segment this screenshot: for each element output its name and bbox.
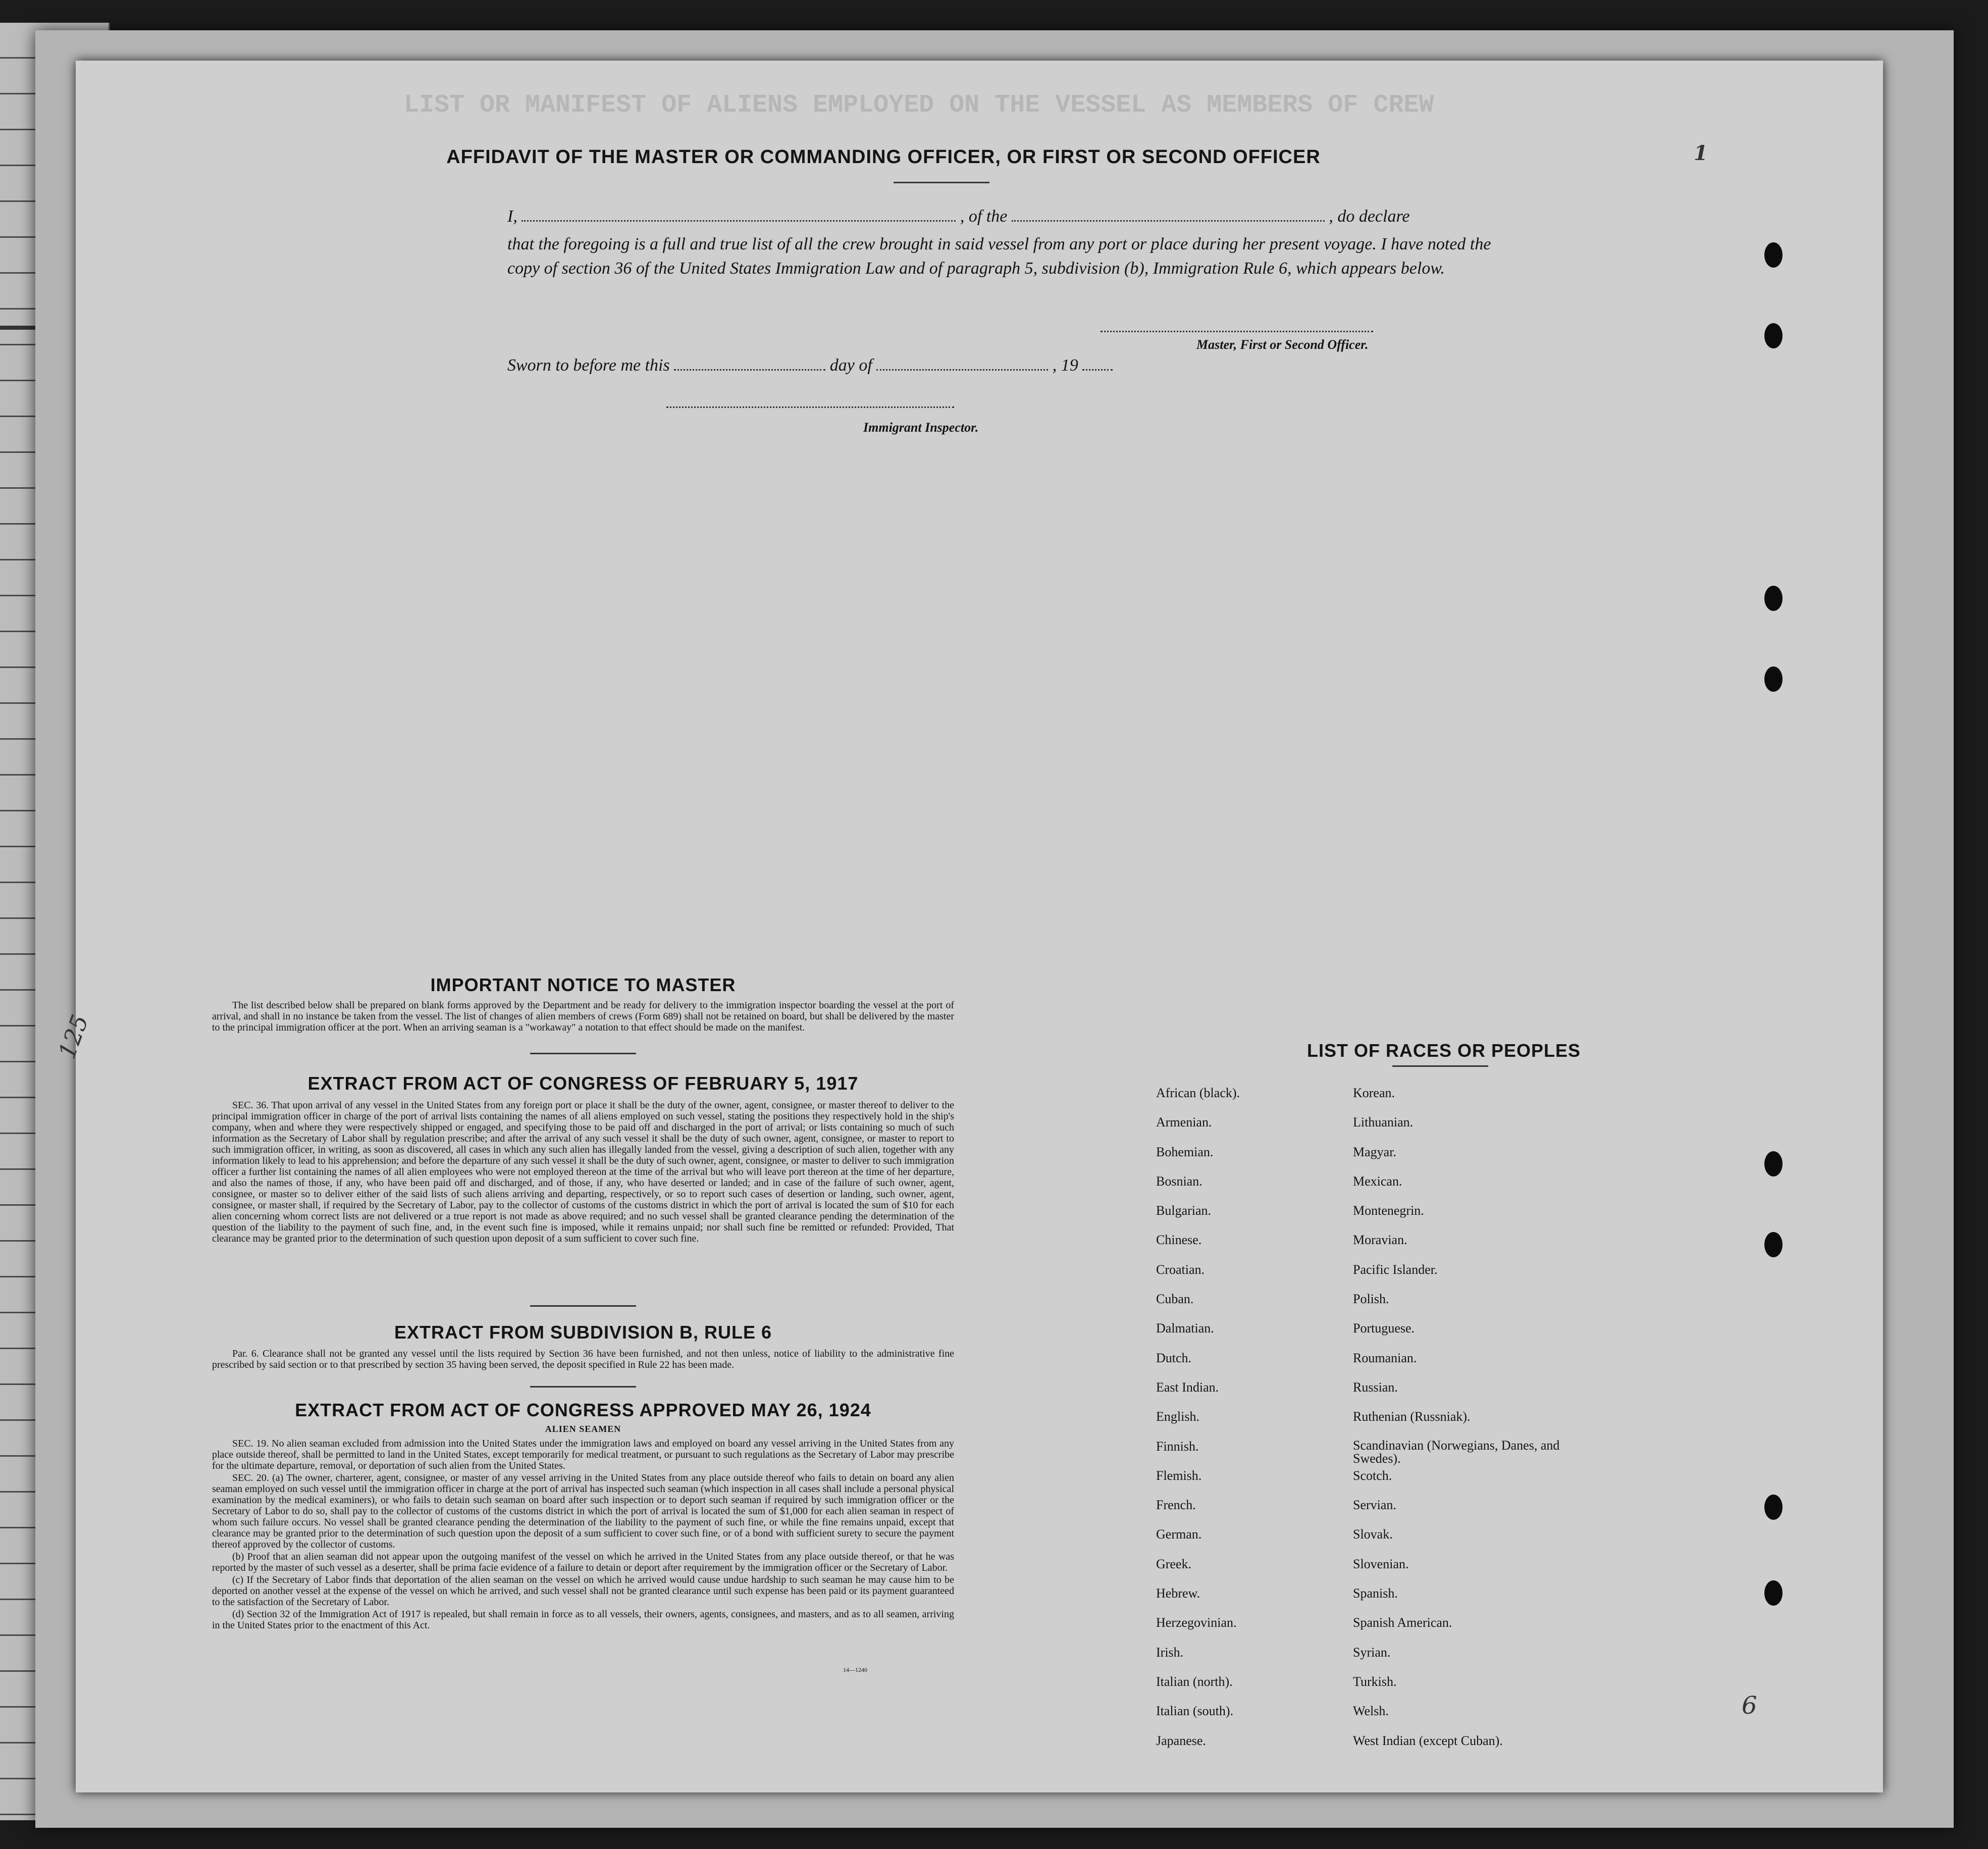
race-item: [1353, 1409, 1565, 1439]
day-blank: [674, 369, 825, 371]
race-item: [1156, 1115, 1240, 1144]
race-item: [1353, 1439, 1565, 1468]
race-label: Ruthenian (Russniak).: [1353, 1409, 1471, 1424]
race-label: Hebrew.: [1156, 1586, 1200, 1601]
race-label: Syrian.: [1353, 1645, 1391, 1660]
extract-rule6-text: [212, 1348, 954, 1371]
binder-hole: [1764, 323, 1783, 348]
inspector-signature-blank: [666, 406, 954, 408]
race-item: [1156, 1674, 1240, 1704]
race-item: [1353, 1262, 1565, 1292]
race-label: Bohemian.: [1156, 1144, 1214, 1159]
race-label: Portuguese.: [1353, 1321, 1415, 1336]
races-left-column: [1156, 1086, 1240, 1763]
race-item: [1156, 1704, 1240, 1733]
section-rule: [530, 1305, 636, 1307]
extract-1924-paragraph: (b) Proof that an alien seaman did not appear upon the outgoing manifest of the vessel on which he arrived in the United States from any place outside thereof, or that he was reported by the master of such vessel as a deserter, shall be prima facie evidence of a failure to detain or deport after requirement by the immigration officer or the Secretary of Labor.: [212, 1551, 954, 1573]
race-label: Mexican.: [1353, 1173, 1402, 1189]
race-item: [1156, 1292, 1240, 1321]
extract-1924-text: [212, 1438, 954, 1632]
race-label: West Indian (except Cuban).: [1353, 1733, 1503, 1748]
race-item: [1156, 1439, 1240, 1468]
sworn-year: , 19: [1052, 356, 1078, 375]
binder-hole: [1764, 1495, 1783, 1520]
race-label: Russian.: [1353, 1379, 1398, 1395]
race-label: Cuban.: [1156, 1292, 1194, 1307]
binder-hole: [1764, 586, 1783, 611]
race-label: Lithuanian.: [1353, 1115, 1414, 1130]
race-item: [1353, 1321, 1565, 1350]
master-signature-blank: [1101, 331, 1373, 332]
race-label: Dutch.: [1156, 1350, 1192, 1365]
race-label: East Indian.: [1156, 1379, 1219, 1395]
race-item: [1353, 1645, 1565, 1674]
section-rule: [530, 1053, 636, 1054]
race-label: Spanish.: [1353, 1586, 1398, 1601]
extract-1924-title: EXTRACT FROM ACT OF CONGRESS APPROVED MAY 26, 1924: [295, 1400, 871, 1420]
binder-hole: [1764, 666, 1783, 692]
race-item: [1353, 1704, 1565, 1733]
affidavit-i: I,: [507, 207, 517, 226]
binder-hole: [1764, 1232, 1783, 1257]
race-label: Welsh.: [1353, 1704, 1389, 1719]
race-item: [1353, 1232, 1565, 1262]
race-item: [1156, 1351, 1240, 1380]
race-item: [1353, 1468, 1565, 1498]
race-label: Armenian.: [1156, 1115, 1212, 1130]
affidavit-do-declare: , do declare: [1329, 207, 1410, 226]
races-title-rule: [1392, 1065, 1488, 1067]
month-blank: [876, 369, 1048, 371]
race-label: English.: [1156, 1409, 1199, 1424]
left-margin-note: 125: [53, 1011, 94, 1062]
race-item: [1156, 1557, 1240, 1586]
race-item: [1156, 1527, 1240, 1556]
notice-paragraph: The list described below shall be prepared on blank forms approved by the Department and be ready for delivery to the immigration inspector boarding the vessel at the port of arrival, and shall in no instance be taken from the vessel. The list of changes of alien members of crews (Form 689) shall not be retained on board, but shall be delivered by the master to the principal immigration officer at the port. When an arriving seaman is a "workaway" a notation to that effect should be made on the manifest.: [212, 1000, 954, 1033]
extract-rule6-paragraph: Par. 6. Clearance shall not be granted any vessel until the lists required by Section 36 have been furnished, and not then unless, notice of liability to the administrative fine prescribed by said section or to that prescribed by section 35 having been served, the deposit specified in Rule 22 has been made.: [212, 1348, 954, 1370]
race-label: Turkish.: [1353, 1674, 1397, 1689]
extract-1924-subtitle: ALIEN SEAMEN: [545, 1424, 621, 1434]
race-item: [1156, 1145, 1240, 1174]
race-item: [1156, 1498, 1240, 1527]
extract-1917-paragraph: SEC. 36. That upon arrival of any vessel in the United States from any foreign port or place it shall be the duty of the owner, agent, consignee, or master thereof to deliver to the principal immigration officer in charge of the port of arrival lists containing the names of all aliens employed on such vessel, stating the positions they respectively hold in the ship's company, when and where they were respectively shipped or engaged, and specifying those to be paid off and discharged in the port of arrival; or lists containing so much of such information as the Secretary of Labor shall by regulation prescribe; and after the arrival of any such vessel it shall be the duty of such owner, agent, consignee, or master to report to such immigration officer, in writing, as soon as discovered, all cases in which any such alien has illegally landed from the vessel, giving a description of such alien, together with any information likely to lead to his apprehension; and before the departure of any such vessel it shall be the duty of such owner, agent, consignee, or master to deliver to such immigration officer a further list containing the names of all alien employees who were not employed thereon at the time of the arrival but who will leave port thereon at the time of her departure, and also the names of those, if any, who have been paid off and discharged, and of those, if any, who have deserted or landed; and in case of the failure of such owner, agent, consignee, or master so to deliver either of the said lists of such aliens arriving and departing, respectively, or so to report such cases of desertion or landing, such owner, agent, consignee, or master shall, if required by the Secretary of Labor, pay to the collector of customs of the customs district in which the port of arrival is located the sum of $10 for each alien concerning whom correct lists are not delivered or a true report is not made as above required; and no such vessel shall be granted clearance pending the determination of the question of the liability to the payment of such fine, and, in the event such fine is imposed, while it remains unpaid; nor shall such fine be remitted or refunded: Provided, That clearance may be granted prior to the determination of such question upon deposit of a sum sufficient to cover such fine.: [212, 1100, 954, 1244]
race-label: Bulgarian.: [1156, 1203, 1212, 1218]
extract-1924-paragraph: (d) Section 32 of the Immigration Act of 1917 is repealed, but shall remain in force as to all vessels, their owners, agents, consignees, and masters, and as to all seamen, arriving in the United States prior to the enactment of this Act.: [212, 1609, 954, 1631]
race-item: [1156, 1174, 1240, 1203]
race-item: [1156, 1615, 1240, 1645]
race-label: French.: [1156, 1498, 1196, 1513]
extract-rule6-title: EXTRACT FROM SUBDIVISION B, RULE 6: [394, 1322, 772, 1343]
extract-1924-paragraph: (c) If the Secretary of Labor finds that deportation of the alien seaman on the vessel on which he arrived would cause undue hardship to such seaman he may cause him to be deported on another vessel at the expense of the vessel on which he arrived, and such vessel shall not be granted clearance until such expense has been paid or its payment guaranteed to the satisfaction of the Secretary of Labor.: [212, 1574, 954, 1608]
race-label: Herzegovinian.: [1156, 1615, 1237, 1630]
name-blank: [521, 220, 956, 222]
notice-title: IMPORTANT NOTICE TO MASTER: [430, 974, 736, 995]
race-item: [1156, 1409, 1240, 1439]
master-label: Master, First or Second Officer.: [1196, 337, 1369, 352]
race-label: Croatian.: [1156, 1262, 1205, 1277]
race-item: [1353, 1615, 1565, 1645]
race-item: [1156, 1086, 1240, 1115]
races-title: LIST OF RACES OR PEOPLES: [1306, 1040, 1581, 1061]
extract-1917-title: EXTRACT FROM ACT OF CONGRESS OF FEBRUARY 5, 1917: [307, 1073, 859, 1094]
race-label: Servian.: [1353, 1498, 1396, 1513]
page-mark: 1: [1694, 141, 1708, 165]
affidavit-text: that the foregoing is a full and true list of all the crew brought in said vessel from any port or place during her present voyage. I have noted the copy of section 36 of the United States Immigration Law and of paragraph 5, subdivision (b), Immigration Rule 6, which appears below.: [507, 235, 1491, 278]
race-label: Scotch.: [1353, 1468, 1392, 1483]
race-item: [1353, 1380, 1565, 1409]
race-item: [1353, 1115, 1565, 1144]
race-item: [1353, 1674, 1565, 1704]
binder-hole: [1764, 1151, 1783, 1176]
year-blank: [1082, 369, 1113, 371]
race-item: [1353, 1292, 1565, 1321]
inspector-label: Immigrant Inspector.: [863, 420, 979, 435]
race-item: [1353, 1557, 1565, 1586]
race-item: [1156, 1232, 1240, 1262]
race-item: [1156, 1645, 1240, 1674]
race-item: [1353, 1086, 1565, 1115]
extract-1917-text: [212, 1100, 954, 1245]
affidavit-of-the: , of the: [960, 207, 1008, 226]
race-item: [1353, 1733, 1565, 1763]
race-label: Magyar.: [1353, 1144, 1396, 1159]
affidavit-line-1: [507, 207, 1410, 226]
race-item: [1156, 1733, 1240, 1763]
race-item: [1156, 1586, 1240, 1615]
race-item: [1353, 1174, 1565, 1203]
form-number: 14—1240: [843, 1666, 867, 1673]
race-label: Slovak.: [1353, 1527, 1393, 1542]
race-item: [1353, 1527, 1565, 1556]
race-label: Korean.: [1353, 1086, 1395, 1100]
race-label: Flemish.: [1156, 1468, 1202, 1483]
race-label: Scandinavian (Norwegians, Danes, and Swedes).: [1353, 1437, 1560, 1466]
bleed-through-text: LIST OR MANIFEST OF ALIENS EMPLOYED ON THE VESSEL AS MEMBERS OF CREW: [404, 91, 1434, 120]
corner-note: 6: [1742, 1691, 1757, 1720]
race-label: Irish.: [1156, 1645, 1184, 1660]
sworn-day-of: day of: [829, 356, 872, 375]
sworn-text: Sworn to before me this: [507, 356, 670, 375]
race-label: Chinese.: [1156, 1232, 1202, 1248]
race-item: [1353, 1498, 1565, 1527]
race-label: Finnish.: [1156, 1439, 1199, 1454]
affidavit-title: AFFIDAVIT OF THE MASTER OR COMMANDING OFFICER, OR FIRST OR SECOND OFFICER: [446, 146, 1321, 168]
extract-1924-paragraph: SEC. 19. No alien seaman excluded from admission into the United States under the immigration laws and employed on board any vessel arriving in the United States from any place outside thereof, shall be permitted to land in the United States, except temporarily for medical treatment, or pursuant to such regulations as the Secretary of Labor may prescribe for the ultimate departure, removal, or deportation of such alien from the United States.: [212, 1438, 954, 1471]
races-right-column: [1353, 1086, 1565, 1763]
binder-hole: [1764, 1580, 1783, 1606]
race-item: [1156, 1468, 1240, 1498]
race-label: Polish.: [1353, 1292, 1389, 1307]
race-item: [1353, 1145, 1565, 1174]
race-label: Montenegrin.: [1353, 1203, 1424, 1218]
race-label: Moravian.: [1353, 1232, 1407, 1248]
race-label: Pacific Islander.: [1353, 1262, 1438, 1277]
binder-hole: [1764, 242, 1783, 268]
race-label: Italian (south).: [1156, 1704, 1234, 1719]
race-label: Japanese.: [1156, 1733, 1206, 1748]
race-item: [1353, 1351, 1565, 1380]
race-label: Dalmatian.: [1156, 1321, 1214, 1336]
section-rule: [530, 1386, 636, 1388]
notice-text: [212, 1000, 954, 1034]
race-label: German.: [1156, 1527, 1202, 1542]
manifest-page: [76, 61, 1883, 1792]
title-rule: [894, 182, 989, 183]
race-label: Bosnian.: [1156, 1173, 1202, 1189]
race-label: Spanish American.: [1353, 1615, 1452, 1630]
race-label: Italian (north).: [1156, 1674, 1233, 1689]
race-item: [1353, 1203, 1565, 1232]
race-item: [1156, 1262, 1240, 1292]
sworn-line: [507, 356, 1113, 375]
race-label: Slovenian.: [1353, 1556, 1409, 1571]
race-label: African (black).: [1156, 1086, 1240, 1100]
race-item: [1156, 1380, 1240, 1409]
extract-1924-paragraph: SEC. 20. (a) The owner, charterer, agent, consignee, or master of any vessel arriving in the United States from any place outside thereof who fails to detain on board any alien seaman employed on such vessel until the immigration officer in charge at the port of arrival has inspected such seaman (which inspection in all cases shall include a personal physical examination by the medical examiners), or who fails to detain such seaman on board after such inspection or to deport such seaman if required by such immigration officer or the Secretary of Labor to do so, shall pay to the collector of customs of the customs district in which the port of arrival is located the sum of $1,000 for each alien seaman in respect of whom such failure occurs. No vessel shall be granted clearance pending the determination of the liability to the payment of such fine, or while the fine remains unpaid, except that clearance may be granted prior to the determination of such question upon the deposit of a sum sufficient to cover such fine, or of a bond with sufficient surety to secure the payment thereof approved by the collector of customs.: [212, 1472, 954, 1550]
vessel-blank: [1012, 220, 1325, 222]
race-label: Roumanian.: [1353, 1350, 1417, 1365]
race-label: Greek.: [1156, 1556, 1192, 1571]
race-item: [1156, 1321, 1240, 1350]
race-item: [1353, 1586, 1565, 1615]
race-item: [1156, 1203, 1240, 1232]
